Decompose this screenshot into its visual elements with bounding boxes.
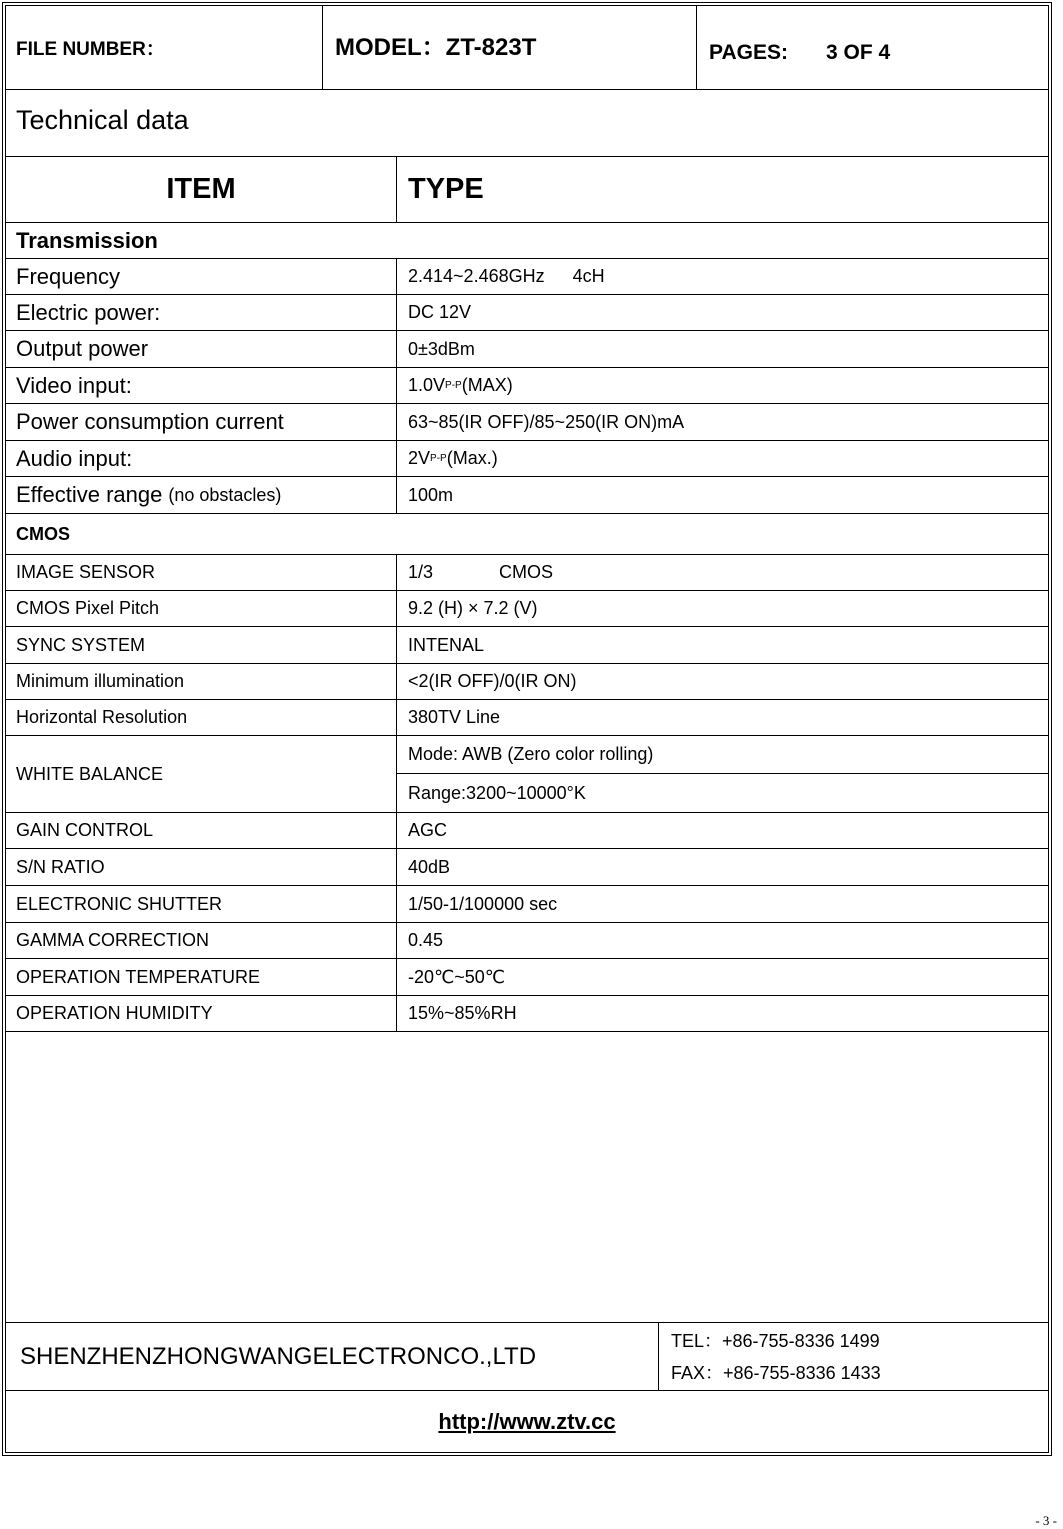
table-row <box>6 259 1048 295</box>
tel-number: TEL：+86-755-8336 1499 <box>671 1330 880 1351</box>
file-number-label: FILE NUMBER： <box>16 39 165 60</box>
fax-number: FAX：+86-755-8336 1433 <box>671 1362 881 1383</box>
table-row <box>6 404 1048 441</box>
value-white-balance-range: Range:3200~10000°K <box>408 782 586 803</box>
table-row <box>6 441 1048 477</box>
contact-cell <box>658 1323 1048 1390</box>
frequency-channels: 4cH <box>572 266 605 286</box>
item-operation-humidity: OPERATION HUMIDITY <box>16 1003 213 1023</box>
value-operation-humidity: 15%~85%RH <box>396 996 1048 1031</box>
section-title-row <box>6 90 1048 157</box>
table-row <box>6 813 1048 849</box>
video-input-voltage: 1.0V <box>408 375 446 395</box>
website-cell <box>6 1391 1048 1452</box>
column-header-row <box>6 157 1048 223</box>
value-pixel-pitch: 9.2 (H) × 7.2 (V) <box>396 591 1048 626</box>
value-effective-range: 100m <box>396 477 1048 513</box>
section-title: Technical data <box>16 104 189 135</box>
value-sync-system: INTENAL <box>396 627 1048 663</box>
item-electric-power: Electric power: <box>16 299 161 325</box>
pages-value: 3 OF 4 <box>825 40 891 64</box>
value-min-illumination: <2(IR OFF)/0(IR ON) <box>396 664 1048 699</box>
item-white-balance: WHITE BALANCE <box>16 763 164 784</box>
page-number: - 3 - <box>1035 1513 1057 1528</box>
table-row <box>6 477 1048 514</box>
video-input-subscript: P-P <box>445 380 462 391</box>
item-power-consumption: Power consumption current <box>16 409 284 434</box>
audio-input-subscript: P-P <box>430 453 447 464</box>
value-power-consumption: 63~85(IR OFF)/85~250(IR ON)mA <box>396 404 1048 440</box>
value-audio-input <box>396 441 1048 476</box>
table-row <box>6 886 1048 923</box>
table-row <box>6 555 1048 591</box>
value-output-power: 0±3dBm <box>396 331 1048 367</box>
value-horizontal-resolution: 380TV Line <box>396 700 1048 735</box>
table-row <box>6 959 1048 996</box>
pages-label: PAGES: <box>709 40 788 64</box>
item-gain-control: GAIN CONTROL <box>16 820 154 840</box>
frequency-range: 2.414~2.468GHz <box>408 266 545 286</box>
table-row <box>6 591 1048 627</box>
table-row <box>6 664 1048 700</box>
effective-range-note: (no obstacles) <box>168 484 282 505</box>
value-gain-control: AGC <box>396 813 1048 848</box>
footer-url-row <box>6 1391 1048 1452</box>
website-link[interactable]: http://www.ztv.cc <box>438 1408 616 1434</box>
item-audio-input: Audio input: <box>16 445 133 471</box>
model-label: MODEL：ZT-823T <box>322 6 696 89</box>
transmission-section-row <box>6 223 1048 259</box>
value-electronic-shutter: 1/50-1/100000 sec <box>396 886 1048 922</box>
table-row <box>6 923 1048 959</box>
value-video-input <box>396 368 1048 403</box>
spec-sheet <box>5 5 1049 1453</box>
table-row <box>6 627 1048 664</box>
item-image-sensor: IMAGE SENSOR <box>16 562 156 582</box>
type-column-header: TYPE <box>396 157 1048 222</box>
item-column-header: ITEM <box>166 173 236 205</box>
value-sn-ratio: 40dB <box>396 849 1048 885</box>
value-electric-power: DC 12V <box>396 295 1048 330</box>
transmission-title: Transmission <box>16 227 158 253</box>
value-white-balance-mode: Mode: AWB (Zero color rolling) <box>397 736 1048 774</box>
cmos-title: CMOS <box>16 523 70 544</box>
table-row <box>6 295 1048 331</box>
table-row <box>6 368 1048 404</box>
item-gamma-correction: GAMMA CORRECTION <box>16 930 210 950</box>
item-pixel-pitch: CMOS Pixel Pitch <box>16 598 160 618</box>
item-operation-temperature: OPERATION TEMPERATURE <box>16 966 261 987</box>
item-min-illumination: Minimum illumination <box>16 671 185 691</box>
table-row <box>6 849 1048 886</box>
value-gamma-correction: 0.45 <box>396 923 1048 958</box>
white-balance-values <box>396 736 1048 812</box>
blank-area <box>6 1032 1048 1323</box>
value-image-sensor <box>396 555 1048 590</box>
table-row <box>6 996 1048 1032</box>
image-sensor-size: 1/3 <box>408 562 434 582</box>
pages-cell <box>696 6 1048 89</box>
item-effective-range <box>16 477 396 513</box>
header-row <box>6 6 1048 90</box>
footer-company-row <box>6 1323 1048 1391</box>
audio-input-voltage: 2V <box>408 448 431 468</box>
cmos-section-row <box>6 514 1048 555</box>
document-frame <box>2 2 1052 1456</box>
company-name: SHENZHENZHONGWANGELECTRONCO.,LTD <box>20 1342 537 1370</box>
value-frequency <box>396 259 1048 294</box>
item-horizontal-resolution: Horizontal Resolution <box>16 707 188 727</box>
table-row <box>6 331 1048 368</box>
table-row-white-balance <box>6 736 1048 813</box>
audio-input-suffix: (Max.) <box>446 448 498 468</box>
item-frequency: Frequency <box>16 263 120 289</box>
item-sn-ratio: S/N RATIO <box>16 856 105 877</box>
value-operation-temperature: -20℃~50℃ <box>396 959 1048 995</box>
video-input-suffix: (MAX) <box>461 375 513 395</box>
table-row <box>6 700 1048 736</box>
image-sensor-type: CMOS <box>499 562 554 582</box>
item-sync-system: SYNC SYSTEM <box>16 634 146 655</box>
item-video-input: Video input: <box>16 372 132 398</box>
item-electronic-shutter: ELECTRONIC SHUTTER <box>16 893 223 914</box>
effective-range-label: Effective range <box>16 482 163 507</box>
item-output-power: Output power <box>16 336 149 361</box>
